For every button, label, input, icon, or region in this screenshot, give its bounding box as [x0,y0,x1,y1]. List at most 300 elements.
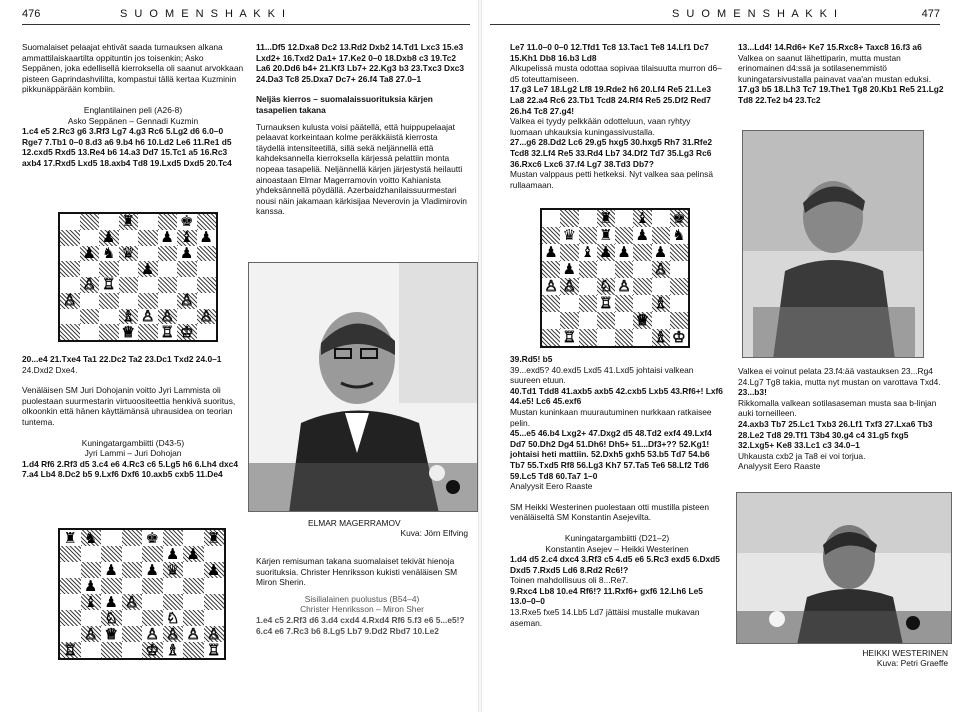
chess-square [60,293,80,309]
chess-square [158,309,178,325]
chess-square [122,642,143,658]
game3-moves-after: 40.Td1 Tdd8 41.axb5 axb5 42.cxb5 Lxb5 43.Rf6+! Lxf6 44.e5! Lc6 45.exf6 [510,385,723,407]
chess-square [633,295,651,312]
chess-square [615,244,633,261]
chess-square [119,277,139,293]
game1-players: Asko Seppänen – Gennadi Kuzmin [67,115,199,126]
chess-square [81,594,102,610]
chess-square [81,642,102,658]
game4-moves2: 9.Rxc4 Lb8 10.e4 Rf6!? 11.Rxf6+ gxf6 12.Lh6 Le5 13.0–0–0 [510,585,703,607]
chess-piece-icon: ♖ [63,642,77,658]
chess-piece-icon: ♕ [104,626,118,642]
game4-moves: 1.d4 d5 2.c4 dxc4 3.Rf3 c5 4.d5 e6 5.Rc3 exd5 6.Dxd5 Dxd5 7.Rxd5 Ld6 8.Rd2 Rc6!? [510,554,720,575]
chess-piece-icon: ♝ [635,210,650,227]
game4-moves-3: 17.g3 b5 18.Lh3 Tc7 19.The1 Tg8 20.Kb1 Re5 21.Lg2 Td8 22.Te2 b4 23.Tc2 [738,84,944,105]
chess-square [542,329,560,346]
chess-square [615,210,633,227]
chess-diagram-3 [540,208,690,348]
chess-square [177,261,197,277]
chess-square [163,562,184,578]
chess-square [197,309,217,325]
right-col1-bottom [510,354,724,628]
chess-square [670,210,688,227]
chess-square [560,210,578,227]
westerinen-photo [736,492,952,644]
right-running-title: S U O M E N S H A K K I [672,8,840,20]
chess-square [60,246,80,262]
game4-title: Kuningatargambiitti (D21–2) [564,532,670,543]
chess-square [101,610,122,626]
chess-square [579,312,597,329]
chess-piece-icon: ♙ [544,278,558,295]
chess-piece-icon: ♖ [207,642,221,658]
chess-square [158,277,178,293]
chess-square [542,244,560,261]
game3-note1: Alkupelissä musta odottaa sopivaa tilaisuutta murron d6–d5 toteuttamiseen. [510,63,722,84]
chess-diagram-1 [58,212,218,342]
game1-moves: 1.c4 e5 2.Rc3 g6 3.Rf3 Lg7 4.g3 Rc6 5.Lg2 d6 6.0–0 Rge7 7.Tb1 0–0 8.d3 a6 9.b4 h6 10.Ld2 Le6 11.Re1 d5 12.cxd5 Rxd5 13.Re4 b6 14.a3 Dd7 15.Tc1 a5 16.Rc3 axb4 17.Rxd5 Lxd5 18.axb4 Td8 19.Lxd5 Dxd5 20.Tc4 [22,126,232,168]
chess-square [101,578,122,594]
chess-square [177,293,197,309]
chess-square [80,277,100,293]
magerramov-caption [308,518,468,538]
chess-piece-icon: ♝ [84,594,98,610]
chess-square [142,562,163,578]
chess-square [142,530,163,546]
right-page [480,0,960,712]
chess-piece-icon: ♟ [84,578,98,594]
chess-square [81,626,102,642]
henriksson-paragraph: Kärjen remisuman takana suomalaiset tekivät hienoja suorituksia. Christer Henriksson kukisti venäläisen SM Miron Sherin. [256,556,458,588]
chess-square [652,227,670,244]
game4-end: 13.Rxe5 fxe5 14.Lb5 Ld7 jättäisi mustalle mukavan aseman. [510,607,700,628]
game3-note5: Mustan kuninkaan muurautuminen nurkkaan ratkaisee pelin. [510,406,712,428]
chess-square [142,578,163,594]
chess-square [101,594,122,610]
chess-piece-icon: ♟ [160,229,174,246]
chess-square [60,610,81,626]
chess-square [542,227,560,244]
chess-square [183,626,204,642]
game2-title: Kuningatargambiitti (D43-5) [81,437,185,448]
left-col1-bottom [22,354,244,480]
chess-square [652,278,670,295]
chess-square [158,324,178,340]
chess-piece-icon: ♙ [180,292,194,309]
chess-square [542,210,560,227]
chess-square [60,546,81,562]
magerramov-game-photo [742,130,924,358]
chess-square [204,642,225,658]
chess-square [670,312,688,329]
game4-note: Toinen mahdollisuus oli 8...Re7. [510,575,629,586]
chess-square [81,562,102,578]
chess-square [163,578,184,594]
chess-square [138,309,158,325]
chess-piece-icon: ♜ [599,227,613,244]
chess-square [177,324,197,340]
chess-piece-icon: ♛ [121,245,135,262]
chess-square [204,546,225,562]
chess-square [99,324,119,340]
game4-note4: Rikkomalla valkean sotilasaseman musta saa b-linjan auki torneilleen. [738,397,937,419]
chess-square [80,293,100,309]
chess-square [633,278,651,295]
chess-square [99,277,119,293]
chess-square [80,324,100,340]
chess-square [119,214,139,230]
chess-square [204,610,225,626]
chess-square [633,261,651,278]
chess-piece-icon: ♘ [599,278,613,295]
chess-piece-icon: ♙ [617,278,631,295]
chess-square [560,295,578,312]
chess-piece-icon: ♟ [145,562,159,578]
game1-continuation: 20...e4 21.Txe4 Ta1 22.Dc2 Ta2 23.Dc1 Txd2 24.0–1 [22,354,222,364]
chess-square [197,246,217,262]
chess-piece-icon: ♖ [599,295,613,312]
chess-square [119,324,139,340]
chess-piece-icon: ♟ [180,245,194,262]
game1-note: 24.Dxd2 Dxe4. [22,364,78,375]
chess-piece-icon: ♖ [160,324,174,340]
chess-square [204,530,225,546]
right-col1-top [510,42,724,190]
round4-paragraph: Turnauksen kulusta voisi päätellä, että huippupelaajat pelaavat korkeintaan kolme peräkkäistä kierrosta täydellä intensiteetillä, sillä sekä neljännellä että kahdeksannella kierroksella kärjessä pelattiin monta nopeaa tasapeliä. Neljännellä kärjen järjestystä heilautti ainoastaan Elmar Magerramovin voitto Kahianista yhdeksännellä pöydällä. Azerbaidzhanilaissuurmestari nousi näin jakamaan kärkisijaa Neverovin ja Vladimirovin kanssa. [256,121,467,217]
chess-square [615,295,633,312]
chess-square [183,530,204,546]
game2-players: Jyri Lammi – Juri Dohojan [84,448,182,459]
westerinen-caption-credit: Kuva: Petri Graeffe [876,658,948,668]
chess-piece-icon: ♙ [160,308,174,325]
chess-piece-icon: ♖ [562,329,577,346]
right-col2-top [738,42,944,106]
left-col2-bottom [256,556,468,636]
chess-square [142,642,163,658]
chess-piece-icon: ♗ [653,295,668,312]
game3-moves: 1.e4 c5 2.Rf3 d6 3.d4 cxd4 4.Rxd4 Rf6 5.f3 e6 5...e5!? 6.c4 e6 7.Rc3 b6 8.Lg5 Lb7 9.Dd2 Rbd7 10.Le2 [256,614,465,636]
game3-players: Christer Henriksson – Miron Sher [300,604,424,615]
chess-square [81,610,102,626]
chess-square [197,293,217,309]
chess-piece-icon: ♙ [82,277,96,293]
chess-square [597,261,615,278]
chess-square [652,295,670,312]
chess-piece-icon: ♔ [672,329,686,346]
chess-square [670,227,688,244]
left-header-rule [22,24,470,25]
right-page-number: 477 [921,8,940,20]
chess-square [99,246,119,262]
chess-square [652,261,670,278]
chess-square [60,261,80,277]
chess-piece-icon: ♟ [635,227,650,244]
chess-square [597,278,615,295]
game3-note3: Mustan valppaus petti hetkeksi. Nyt valkea saa pelinsä rullaamaan. [510,169,713,190]
chess-square [99,261,119,277]
intro-paragraph: Suomalaiset pelaajat ehtivät saada turnauksen alkana ammattilaiskaartilta oppituntin jos toisenkin; Asko Seppänen, joka edellisellä kierroksella oli saanut arvokkaan pisteen Gaprindashvililta, kompastui tällä kertaa Kuzminin pikkunäppärään kombiin. [22,42,244,95]
magerramov-caption-credit: Kuva: Jörn Elfving [400,528,468,538]
chess-piece-icon: ♚ [180,214,194,230]
chess-piece-icon: ♘ [104,610,118,626]
game3-note4: 39...exd5? 40.exd5 Lxd5 41.Lxd5 johtaisi valkean suureen etuun. [510,364,694,386]
chess-square [197,277,217,293]
game4-players: Konstantin Asejev – Heikki Westerinen [545,543,689,554]
chess-square [204,626,225,642]
game3-title: Sisilialainen puolustus (B54–4) [304,593,420,604]
chess-piece-icon: ♗ [166,642,180,658]
chess-square [197,230,217,246]
chess-piece-icon: ♟ [599,244,613,261]
chess-square [99,293,119,309]
chess-square [81,578,102,594]
chess-square [122,546,143,562]
chess-square [163,530,184,546]
round4-heading: Neljäs kierros – suomalaissuorituksia kärjen tasapelien takana [256,94,433,115]
chess-piece-icon: ♕ [121,324,135,340]
chess-square [652,244,670,261]
chess-square [119,230,139,246]
left-running-title: S U O M E N S H A K K I [120,8,288,20]
chess-piece-icon: ♟ [104,594,118,610]
chess-piece-icon: ♟ [102,229,116,246]
chess-square [177,246,197,262]
chess-square [633,210,651,227]
chess-piece-icon: ♙ [562,278,577,295]
chess-piece-icon: ♟ [82,245,96,262]
game3-moves-mid2: 27...g6 28.Dd2 Lc6 29.g5 hxg5 30.hxg5 Rh7 31.Rfe2 Tcd8 32.Lf4 Re5 33.Rd4 Lb7 34.Df2 Td7 35.Lg3 Rc6 36.Rxc6 Lxc6 37.f4 Lg7 38.Td3 Db7? [510,137,713,169]
chess-piece-icon: ♜ [207,530,221,546]
chess-square [163,626,184,642]
chess-square [101,530,122,546]
chess-square [122,626,143,642]
chess-square [101,546,122,562]
chess-square [80,214,100,230]
chess-piece-icon: ♙ [166,626,180,642]
chess-square [560,227,578,244]
chess-square [122,562,143,578]
chess-square [560,278,578,295]
chess-square [158,230,178,246]
chess-square [183,578,204,594]
chess-square [138,246,158,262]
chess-square [177,277,197,293]
chess-square [579,244,597,261]
chess-piece-icon: ♟ [653,244,668,261]
chess-square [80,309,100,325]
chess-square [122,530,143,546]
chess-square [163,642,184,658]
magerramov-photo [248,262,478,512]
chess-square [560,329,578,346]
chess-square [183,610,204,626]
chess-square [158,293,178,309]
left-col2-top [256,42,468,217]
chess-piece-icon: ♖ [102,277,116,293]
chess-square [142,610,163,626]
chess-square [80,230,100,246]
chess-square [81,546,102,562]
left-page-number: 476 [22,8,41,20]
chess-square [670,295,688,312]
chess-square [579,261,597,278]
right-header [490,8,940,24]
chess-piece-icon: ♜ [63,530,77,546]
chess-square [60,578,81,594]
chess-square [158,246,178,262]
chess-square [142,626,163,642]
chess-square [560,312,578,329]
chess-square [122,610,143,626]
left-col1-top [22,42,244,169]
game4-analyst: Analyysit Eero Raaste [738,461,821,472]
chess-square [652,312,670,329]
westerinen-caption [780,648,948,668]
chess-square [119,261,139,277]
chess-piece-icon: ♟ [104,562,118,578]
chess-piece-icon: ♟ [562,261,577,278]
chess-square [60,309,80,325]
chess-square [183,546,204,562]
chess-square [101,562,122,578]
chess-square [163,594,184,610]
chess-square [99,230,119,246]
chess-square [615,261,633,278]
chess-square [597,210,615,227]
chess-square [670,278,688,295]
right-header-rule [490,24,940,25]
chess-piece-icon: ♛ [562,227,577,244]
chess-piece-icon: ♟ [199,229,213,246]
chess-square [579,295,597,312]
chess-piece-icon: ♟ [141,261,155,277]
chess-square [80,246,100,262]
chess-square [80,261,100,277]
chess-square [60,530,81,546]
chess-square [60,594,81,610]
game4-moves-5: 24.axb3 Tb7 25.Lc1 Txb3 26.Lf1 Txf3 27.Lxa6 Tb3 28.Le2 Td8 29.Tf1 T3b4 30.g4 c4 31.g5 fxg5 32.Lxg5+ Ke8 33.Lc1 c3 34.0–1 [738,418,933,451]
chess-piece-icon: ♚ [145,530,159,546]
game4-note2: Valkea on saanut lähettiparin, mutta mustan erinomainen d4:ssä ja sotilasenemmistö kuningatarsivustalla painavat vaa'an mustan eduksi. [738,52,931,84]
chess-piece-icon: ♙ [653,261,668,278]
chess-piece-icon: ♙ [63,292,77,309]
chess-piece-icon: ♛ [166,562,180,578]
game2-moves: 1.d4 Rf6 2.Rf3 d5 3.c4 e6 4.Rc3 c6 5.Lg5 h6 6.Lh4 dxc4 7.a4 Lb4 8.Dc2 b5 9.Lxf6 Dxf6 10.axb5 cxb5 11.De4 [22,458,238,480]
chess-square [615,227,633,244]
chess-piece-icon: ♔ [145,642,159,658]
westerinen-paragraph: SM Heikki Westerinen puolestaan otti mustilla pisteen venäläiseltä SM Konstantin Asejevilta. [510,501,710,523]
chess-square [101,626,122,642]
chess-square [615,329,633,346]
chess-square [542,312,560,329]
chess-piece-icon: ♙ [207,626,221,642]
chess-piece-icon: ♜ [599,210,613,227]
chess-square [99,309,119,325]
chess-square [138,230,158,246]
game3-moves-cont: Le7 11.0–0 0–0 12.Tfd1 Tc8 13.Tac1 Te8 14.Lf1 Dc7 15.Kh1 Db8 16.b3 Ld8 [510,42,709,63]
game4-note5: Uhkausta cxb2 ja Ta8 ei voi torjua. [738,450,866,461]
chess-square [183,594,204,610]
chess-piece-icon: ♝ [180,229,194,246]
chess-piece-icon: ♟ [544,244,558,261]
chess-square [652,329,670,346]
chess-square [177,214,197,230]
chess-piece-icon: ♙ [186,626,200,642]
chess-square [81,530,102,546]
chess-piece-icon: ♞ [672,227,686,244]
chess-square [542,295,560,312]
chess-piece-icon: ♗ [653,329,668,346]
chess-square [60,277,80,293]
chess-piece-icon: ♟ [186,546,200,562]
chess-square [122,594,143,610]
chess-square [579,227,597,244]
chess-piece-icon: ♟ [207,562,221,578]
chess-square [138,214,158,230]
game3-analyst: Analyysit Eero Raaste [510,481,593,492]
chess-piece-icon: ♞ [102,245,116,262]
chess-square [597,312,615,329]
game3-key-move: 39.Rd5! b5 [510,354,553,364]
left-header [22,8,462,24]
chess-square [142,594,163,610]
chess-square [177,230,197,246]
chess-square [60,642,81,658]
chess-square [560,244,578,261]
chess-square [138,277,158,293]
chess-square [597,329,615,346]
chess-square [204,562,225,578]
chess-square [633,312,651,329]
chess-piece-icon: ♙ [199,308,213,325]
chess-square [60,562,81,578]
right-col2-bottom [738,366,944,472]
chess-square [197,214,217,230]
chess-square [60,626,81,642]
chess-square [633,244,651,261]
chess-square [579,278,597,295]
chess-piece-icon: ♙ [84,626,98,642]
chess-square [163,610,184,626]
chess-square [177,309,197,325]
game2-moves-cont: 11...Df5 12.Dxa8 Dc2 13.Rd2 Dxb2 14.Td1 Lxc3 15.e3 Lxd2+ 16.Txd2 Da1+ 17.Ke2 0–0 18.Dxb8 c3 19.Tc2 La6 20.Dd6 b4+ 21.Kf3 Lb7+ 22.Kg3 b3 23.Txc3 Dxc3 24.Da3 Tc8 25.Dxa7 Dc7+ 26.f4 Ta8 27.0–1 [256,42,465,84]
chess-piece-icon: ♘ [166,610,180,626]
dohojan-paragraph: Venäläisen SM Juri Dohojanin voitto Jyri Lammista oli puolestaan suurmestarin virtuoositeettia henkivä suoritus, olkoonkin että hänen käyttämänsä uhrausidea on teorian tuntema. [22,385,236,427]
chess-piece-icon: ♟ [617,244,631,261]
magerramov-caption-name: ELMAR MAGERRAMOV [308,518,401,528]
chess-piece-icon: ♞ [84,530,98,546]
chess-square [119,309,139,325]
chess-square [163,546,184,562]
chess-piece-icon: ♚ [672,210,686,227]
chess-square [615,312,633,329]
chess-square [633,329,651,346]
chess-square [204,578,225,594]
chess-square [204,594,225,610]
chess-square [597,295,615,312]
chess-piece-icon: ♙ [125,594,139,610]
chess-square [197,261,217,277]
chess-square [60,230,80,246]
chess-piece-icon: ♙ [145,626,159,642]
chess-square [138,293,158,309]
chess-square [183,642,204,658]
game4-moves-4: 23...b3! [738,387,767,398]
chess-square [183,562,204,578]
chess-square [597,227,615,244]
chess-piece-icon: ♔ [180,324,194,340]
westerinen-caption-name: HEIKKI WESTERINEN [862,648,948,658]
